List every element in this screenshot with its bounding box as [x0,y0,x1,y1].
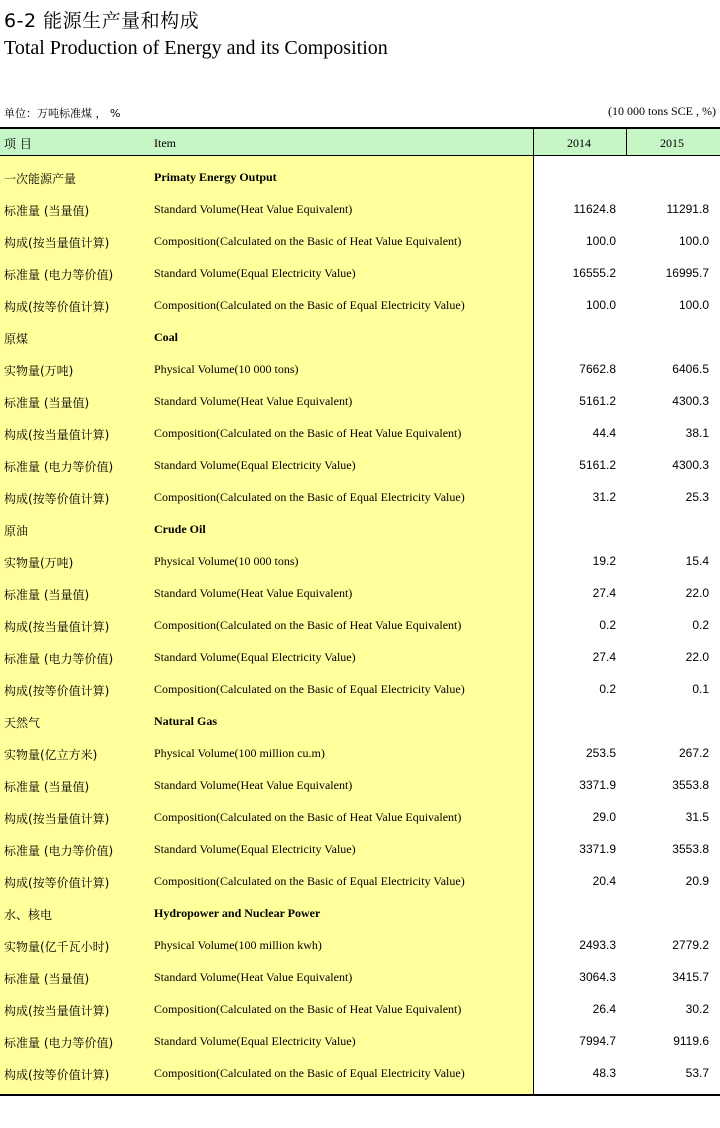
table-row [0,1058,720,1090]
value-2014: 44.4 [592,426,616,440]
table-top-rule [0,127,720,129]
row-item-cn: 标准量 (当量值) [4,972,90,986]
row-item-cn: 构成(按当量值计算) [4,620,110,634]
row-item-cn: 标准量 (电力等价值) [4,844,114,858]
row-item-cn: 标准量 (电力等价值) [4,1036,114,1050]
row-item-cn: 标准量 (当量值) [4,780,90,794]
value-2015: 3553.8 [672,842,709,856]
value-2014: 16555.2 [572,266,616,280]
row-item-en: Composition(Calculated on the Basic of Heat Value Equivalent) [154,810,462,824]
header-item-en: Item [154,136,176,150]
value-2015: 6406.5 [672,362,709,376]
value-2015: 20.9 [685,874,709,888]
value-2014: 48.3 [592,1066,616,1080]
value-2014: 27.4 [592,650,616,664]
value-2014: 7994.7 [579,1034,616,1048]
row-item-en: Standard Volume(Equal Electricity Value) [154,458,356,472]
value-2015: 100.0 [678,298,709,312]
row-item-cn: 构成(按当量值计算) [4,1004,110,1018]
row-item-en: Composition(Calculated on the Basic of Heat Value Equivalent) [154,234,462,248]
row-item-cn: 一次能源产量 [4,172,77,186]
row-item-cn: 标准量 (当量值) [4,588,90,602]
row-item-cn: 实物量(万吨) [4,556,74,570]
header-bottom-rule [0,155,720,156]
value-2014: 0.2 [599,682,616,696]
row-item-en: Standard Volume(Equal Electricity Value) [154,650,356,664]
row-item-en: Primaty Energy Output [154,170,277,184]
table-row [0,770,720,802]
page-title-cn: 6-2 能源生产量和构成 [4,10,200,32]
table-row [0,834,720,866]
value-2014: 26.4 [592,1002,616,1016]
table-row [0,258,720,290]
table-row [0,706,720,738]
table-row [0,418,720,450]
row-item-en: Standard Volume(Heat Value Equivalent) [154,394,353,408]
value-2015: 9119.6 [673,1034,709,1048]
row-item-cn: 标准量 (当量值) [4,396,90,410]
row-item-en: Physical Volume(100 million cu.m) [154,746,325,760]
table-row [0,866,720,898]
row-item-cn: 标准量 (当量值) [4,204,90,218]
table-row [0,610,720,642]
row-item-cn: 构成(按当量值计算) [4,428,110,442]
value-2014: 19.2 [592,554,616,568]
value-2015: 4300.3 [672,458,709,472]
row-item-en: Standard Volume(Equal Electricity Value) [154,842,356,856]
table-row [0,322,720,354]
value-2014: 0.2 [599,618,616,632]
value-2014: 29.0 [592,810,616,824]
value-2015: 0.1 [692,682,709,696]
row-item-en: Composition(Calculated on the Basic of Equal Electricity Value) [154,1066,465,1080]
value-2014: 31.2 [592,490,616,504]
value-2015: 16995.7 [665,266,709,280]
value-2015: 3415.7 [672,970,709,984]
value-2015: 25.3 [685,490,709,504]
table-row [0,290,720,322]
row-item-cn: 实物量(亿立方米) [4,748,98,762]
value-2015: 22.0 [685,650,709,664]
row-item-cn: 实物量(万吨) [4,364,74,378]
value-2014: 7662.8 [579,362,616,376]
value-2015: 30.2 [685,1002,709,1016]
value-2014: 2493.3 [579,938,616,952]
row-item-cn: 构成(按等价值计算) [4,300,110,314]
row-item-cn: 标准量 (电力等价值) [4,652,114,666]
value-2014: 11624.8 [573,202,616,216]
value-2014: 100.0 [585,234,616,248]
table-row [0,802,720,834]
row-item-cn: 水、核电 [4,908,53,922]
value-2014: 3371.9 [579,778,616,792]
row-item-en: Composition(Calculated on the Basic of Equal Electricity Value) [154,298,465,312]
unit-label-en: (10 000 tons SCE , %) [608,104,716,118]
table-row [0,578,720,610]
row-item-cn: 天然气 [4,716,41,730]
value-2015: 4300.3 [672,394,709,408]
table-row [0,354,720,386]
row-item-en: Natural Gas [154,714,217,728]
table-row [0,194,720,226]
value-2015: 38.1 [685,426,709,440]
unit-label-cn: 单位：万吨标准煤 ， % [4,107,121,120]
row-item-en: Standard Volume(Equal Electricity Value) [154,1034,356,1048]
row-item-en: Standard Volume(Heat Value Equivalent) [154,202,353,216]
table-row [0,162,720,194]
row-item-en: Physical Volume(10 000 tons) [154,554,299,568]
value-2015: 3553.8 [672,778,709,792]
value-2014: 3064.3 [579,970,616,984]
row-item-cn: 构成(按当量值计算) [4,236,110,250]
row-item-cn: 构成(按等价值计算) [4,876,110,890]
row-item-en: Standard Volume(Heat Value Equivalent) [154,586,353,600]
row-item-cn: 构成(按当量值计算) [4,812,110,826]
row-item-en: Standard Volume(Heat Value Equivalent) [154,970,353,984]
table-row [0,738,720,770]
table-row [0,450,720,482]
table-row [0,1026,720,1058]
row-item-cn: 构成(按等价值计算) [4,1068,110,1082]
table-header [0,129,720,155]
value-2015: 267.2 [678,746,709,760]
table-row [0,994,720,1026]
row-item-en: Standard Volume(Equal Electricity Value) [154,266,356,280]
table-row [0,642,720,674]
row-item-en: Hydropower and Nuclear Power [154,906,321,920]
row-item-en: Composition(Calculated on the Basic of Heat Value Equivalent) [154,618,462,632]
row-item-en: Composition(Calculated on the Basic of Equal Electricity Value) [154,682,465,696]
value-2014: 253.5 [585,746,616,760]
table-row [0,930,720,962]
row-item-cn: 标准量 (电力等价值) [4,460,114,474]
value-2015: 11291.8 [666,202,709,216]
value-2015: 15.4 [685,554,709,568]
row-item-cn: 构成(按等价值计算) [4,684,110,698]
row-item-cn: 构成(按等价值计算) [4,492,110,506]
row-item-en: Composition(Calculated on the Basic of Heat Value Equivalent) [154,426,462,440]
value-2014: 27.4 [592,586,616,600]
value-2014: 5161.2 [579,394,616,408]
row-item-cn: 实物量(亿千瓦小时) [4,940,110,954]
row-item-en: Composition(Calculated on the Basic of Equal Electricity Value) [154,874,465,888]
header-year-2015: 2015 [660,136,684,150]
value-2014: 20.4 [592,874,616,888]
value-2014: 5161.2 [579,458,616,472]
row-item-en: Composition(Calculated on the Basic of Equal Electricity Value) [154,490,465,504]
table-row [0,226,720,258]
table-row [0,898,720,930]
table-row [0,386,720,418]
value-2015: 22.0 [685,586,709,600]
table-bottom-rule [0,1094,720,1096]
value-2015: 100.0 [678,234,709,248]
row-item-cn: 标准量 (电力等价值) [4,268,114,282]
row-item-en: Crude Oil [154,522,206,536]
value-2014: 3371.9 [579,842,616,856]
table-row [0,674,720,706]
table-row [0,962,720,994]
row-item-en: Standard Volume(Heat Value Equivalent) [154,778,353,792]
page-title-en: Total Production of Energy and its Composition [4,37,388,59]
row-item-cn: 原油 [4,524,29,538]
table-row [0,546,720,578]
row-item-en: Coal [154,330,178,344]
table-row [0,514,720,546]
row-item-en: Physical Volume(100 million kwh) [154,938,322,952]
value-2015: 53.7 [685,1066,709,1080]
header-item-cn: 项 目 [4,137,32,151]
column-divider-years [626,129,627,155]
row-item-en: Physical Volume(10 000 tons) [154,362,299,376]
table-row [0,482,720,514]
value-2015: 2779.2 [672,938,709,952]
row-item-cn: 原煤 [4,332,29,346]
value-2014: 100.0 [585,298,616,312]
value-2015: 31.5 [685,810,709,824]
header-year-2014: 2014 [567,136,591,150]
row-item-en: Composition(Calculated on the Basic of Heat Value Equivalent) [154,1002,462,1016]
value-2015: 0.2 [692,618,709,632]
